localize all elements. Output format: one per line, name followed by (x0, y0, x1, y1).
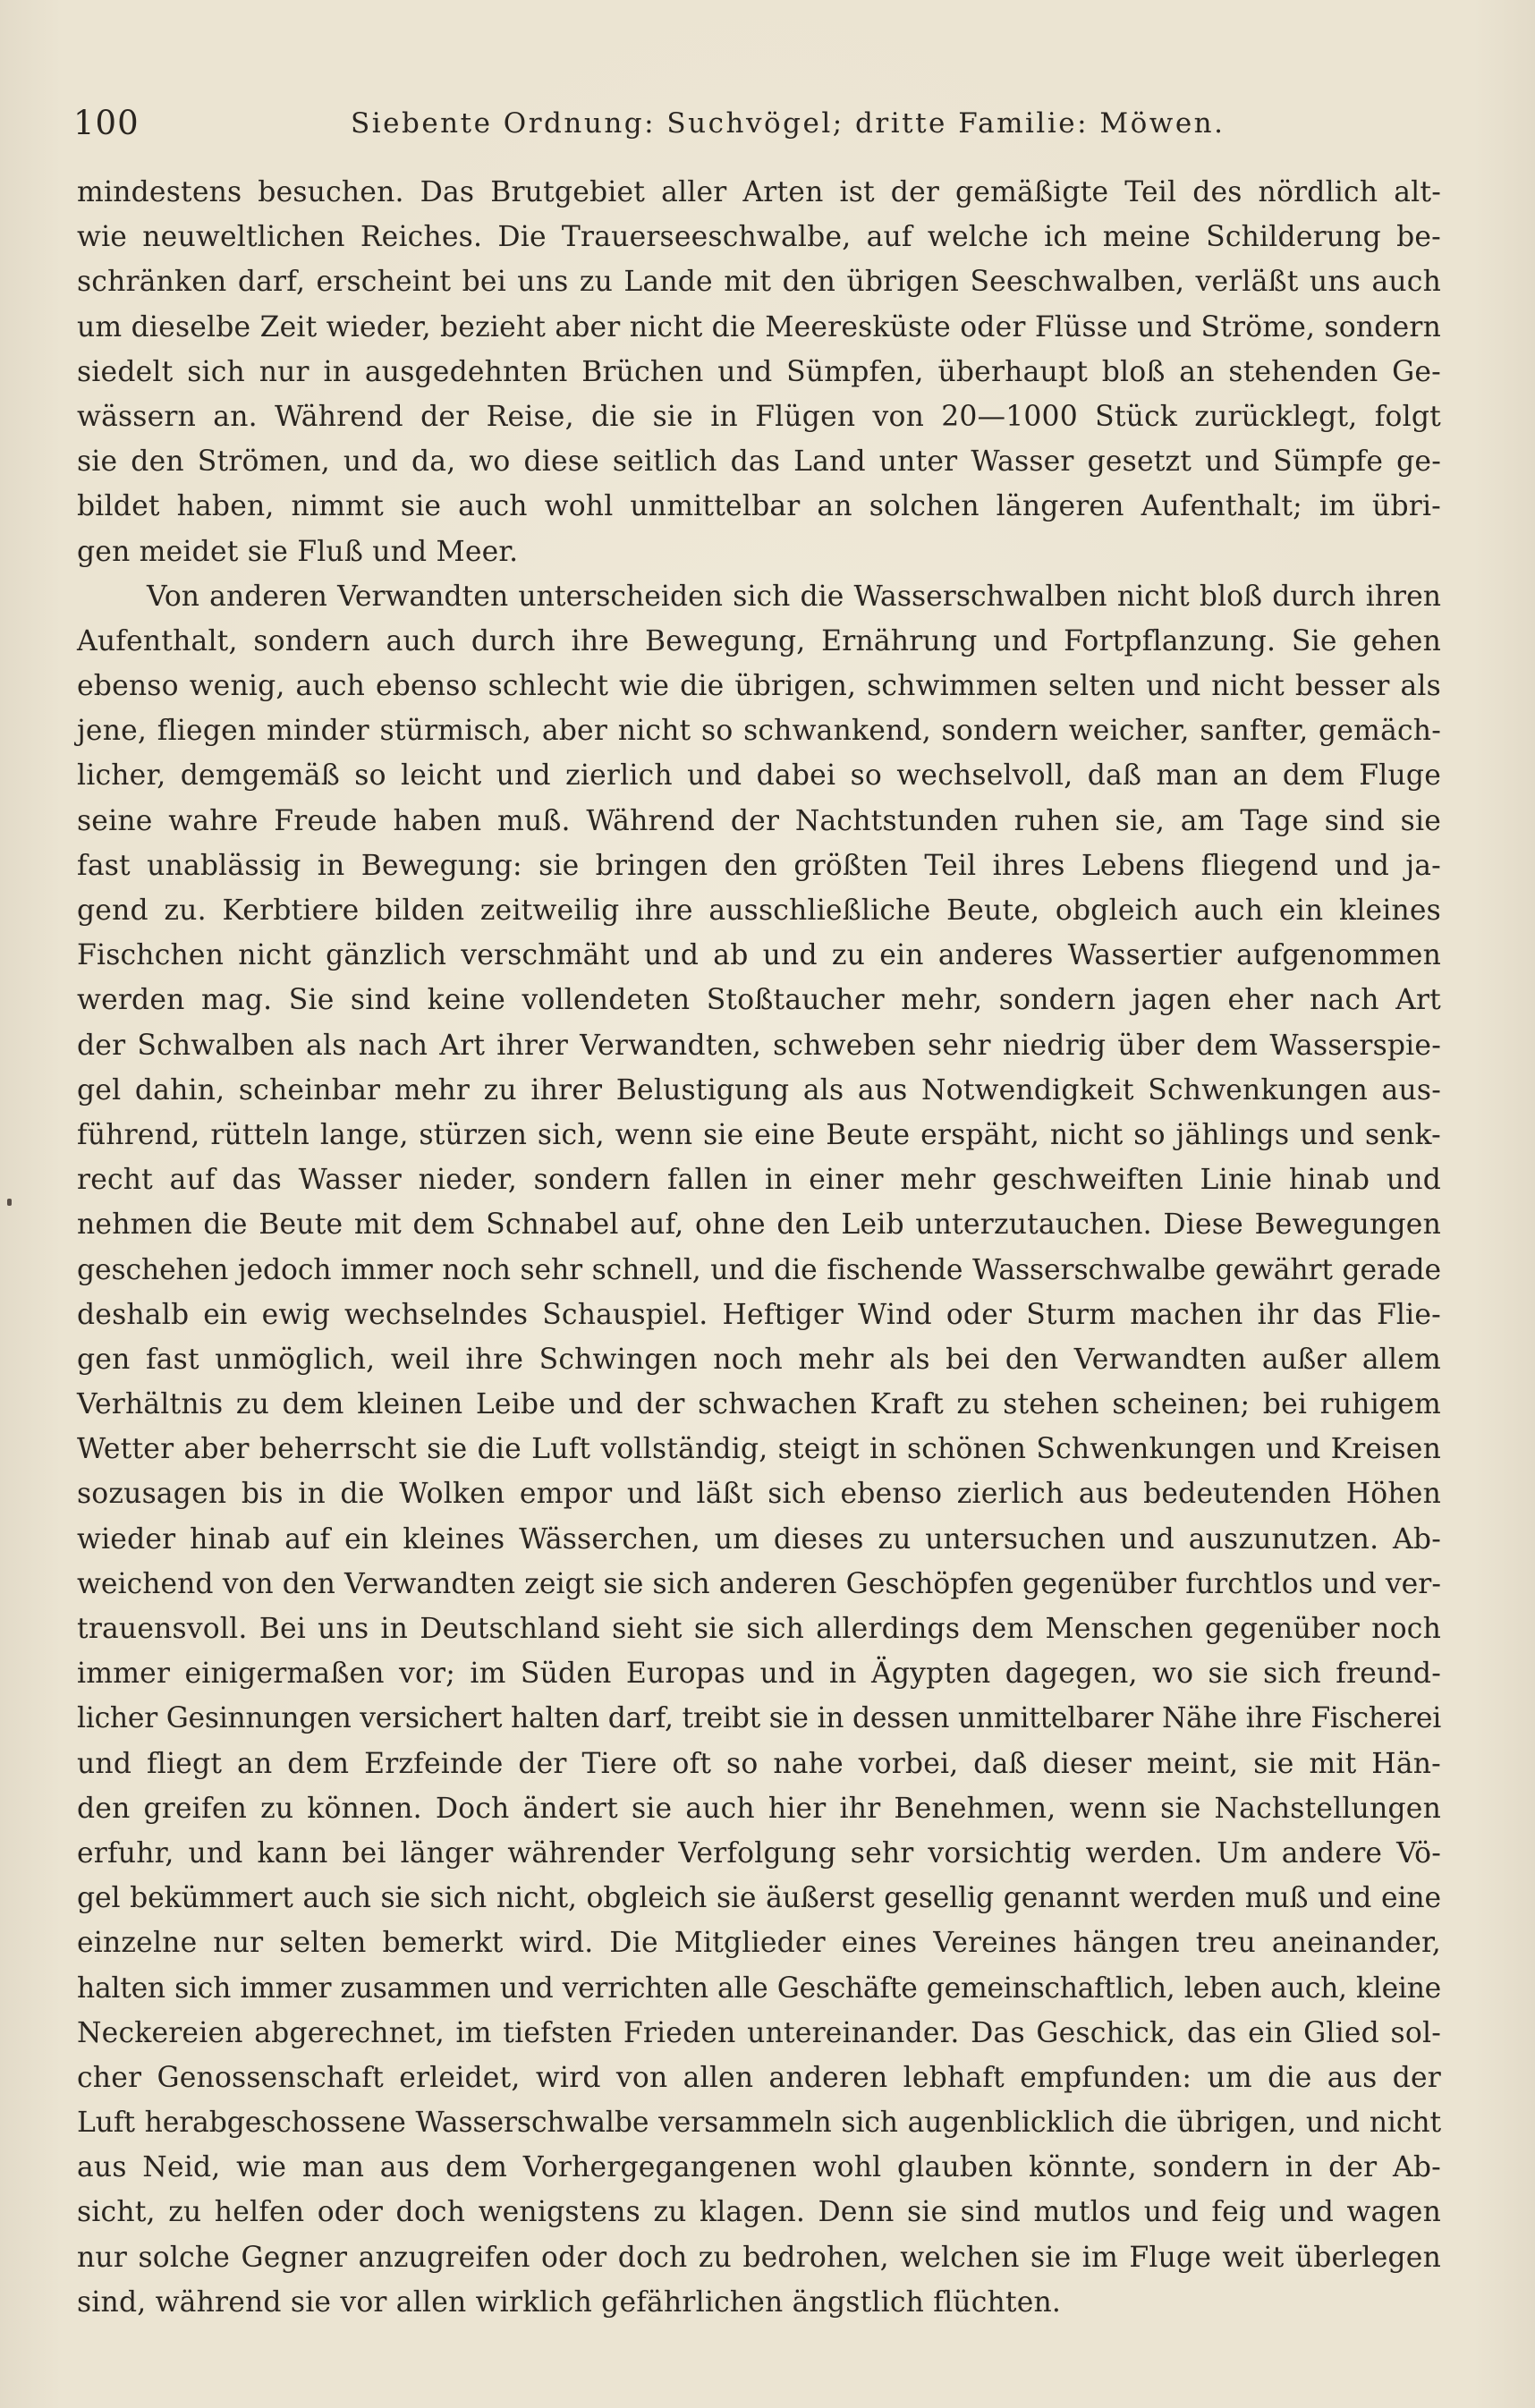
text-line: Luft herabgeschossene Wasserschwalbe versammeln sich augenblicklich die übrigen, und nicht (77, 2107, 1441, 2140)
text-line: den greifen zu können. Doch ändert sie auch hier ihr Benehmen, wenn sie Nachstellungen (77, 1792, 1441, 1825)
text-line: werden mag. Sie sind keine vollendeten Stoßtaucher mehr, sondern jagen eher nach Art (77, 984, 1441, 1017)
text-line: licher, demgemäß so leicht und zierlich und dabei so wechselvoll, daß man an dem Fluge (77, 759, 1441, 793)
text-line: halten sich immer zusammen und verrichten alle Geschäfte gemeinschaftlich, leben auch, kleine (77, 1971, 1441, 2005)
text-line: siedelt sich nur in ausgedehnten Brüchen und Sümpfen, überhaupt bloß an stehenden Ge- (77, 355, 1441, 388)
text-line: ebenso wenig, auch ebenso schlecht wie die übrigen, schwimmen selten und nicht besser als (77, 670, 1441, 703)
text-line: sozusagen bis in die Wolken empor und läßt sich ebenso zierlich aus bedeutenden Höhen (77, 1478, 1441, 1511)
text-line: mindestens besuchen. Das Brutgebiet aller Arten ist der gemäßigte Teil des nördlich alt- (77, 176, 1441, 208)
page-number: 100 (73, 104, 140, 142)
text-line: wieder hinab auf ein kleines Wässerchen, um dieses zu untersuchen und auszunutzen. Ab- (77, 1522, 1441, 1556)
text-line: Aufenthalt, sondern auch durch ihre Bewegung, Ernährung und Fortpflanzung. Sie gehen (77, 624, 1441, 657)
text-line: nehmen die Beute mit dem Schnabel auf, ohne den Leib unterzutauchen. Diese Bewegungen (77, 1208, 1441, 1242)
text-line: der Schwalben als nach Art ihrer Verwandten, schweben sehr niedrig über dem Wasserspie- (77, 1029, 1441, 1062)
text-line: gend zu. Kerbtiere bilden zeitweilig ihre ausschließliche Beute, obgleich auch ein kleines (77, 895, 1441, 927)
running-head: Siebente Ordnung: Suchvögel; dritte Familie: Möwen. (351, 107, 1225, 140)
text-line: einzelne nur selten bemerkt wird. Die Mitglieder eines Vereines hängen treu aneinander, (77, 1927, 1441, 1960)
text-line: Fischchen nicht gänzlich verschmäht und ab und zu ein anderes Wassertier aufgenommen (77, 939, 1441, 972)
text-line: erfuhr, und kann bei länger währender Verfolgung sehr vorsichtig werden. Um andere Vö- (77, 1836, 1441, 1870)
text-line: sie den Strömen, und da, wo diese seitlich das Land unter Wasser gesetzt und Sümpfe ge- (77, 445, 1441, 479)
text-line: gel bekümmert auch sie sich nicht, obgleich sie äußerst gesellig genannt werden muß und eine (77, 1882, 1441, 1915)
text-line: wie neuweltlichen Reiches. Die Trauerseeschwalbe, auf welche ich meine Schilderung be- (77, 221, 1441, 254)
text-line: führend, rütteln lange, stürzen sich, wenn sie eine Beute erspäht, nicht so jählings und senk- (77, 1118, 1441, 1151)
text-line: Verhältnis zu dem kleinen Leibe und der schwachen Kraft zu stehen scheinen; bei ruhigem (77, 1388, 1441, 1421)
text-line: sind, während sie vor allen wirklich gefährlichen ängstlich flüchten. (77, 2285, 1062, 2319)
text-line: gel dahin, scheinbar mehr zu ihrer Belustigung als aus Notwendigkeit Schwenkungen aus- (77, 1073, 1441, 1106)
text-line: fast unablässig in Bewegung: sie bringen den größten Teil ihres Lebens fliegend und ja- (77, 849, 1441, 882)
text-line: Neckereien abgerechnet, im tiefsten Frieden untereinander. Das Geschick, das ein Glied sol- (77, 2016, 1441, 2049)
text-line: nur solche Gegner anzugreifen oder doch zu bedrohen, welchen sie im Fluge weit überlegen (77, 2241, 1441, 2274)
text-line: schränken darf, erscheint bei uns zu Lande mit den übrigen Seeschwalben, verläßt uns auch (77, 266, 1441, 299)
body-text (77, 170, 1441, 2325)
text-line: weichend von den Verwandten zeigt sie sich anderen Geschöpfen gegenüber furchtlos und ver- (77, 1567, 1441, 1600)
text-line: Wetter aber beherrscht sie die Luft vollständig, steigt in schönen Schwenkungen und Kreisen (77, 1433, 1441, 1466)
text-line: gen fast unmöglich, weil ihre Schwingen noch mehr als bei den Verwandten außer allem (77, 1343, 1441, 1376)
paragraph-first-line: Von anderen Verwandten unterscheiden sich die Wasserschwalben nicht bloß durch ihren (147, 580, 1441, 613)
text-line: seine wahre Freude haben muß. Während der Nachtstunden ruhen sie, am Tage sind sie (77, 804, 1441, 837)
text-line: recht auf das Wasser nieder, sondern fallen in einer mehr geschweiften Linie hinab und (77, 1164, 1441, 1197)
text-line: wässern an. Während der Reise, die sie in Flügen von 20—1000 Stück zurücklegt, folgt (77, 400, 1441, 433)
text-line: um dieselbe Zeit wieder, bezieht aber nicht die Meeresküste oder Flüsse und Ströme, sondern (77, 310, 1441, 343)
text-line: geschehen jedoch immer noch sehr schnell, und die fischende Wasserschwalbe gewährt gerade (77, 1253, 1441, 1286)
text-line: gen meidet sie Fluß und Meer. (77, 535, 519, 568)
text-line: jene, fliegen minder stürmisch, aber nicht so schwankend, sondern weicher, sanfter, gemäch- (77, 715, 1441, 748)
text-line: cher Genossenschaft erleidet, wird von allen anderen lebhaft empfunden: um die aus der (77, 2061, 1441, 2094)
text-line: deshalb ein ewig wechselndes Schauspiel. Heftiger Wind oder Sturm machen ihr das Flie- (77, 1298, 1441, 1331)
text-line: bildet haben, nimmt sie auch wohl unmittelbar an solchen längeren Aufenthalt; im übri- (77, 490, 1441, 523)
text-line: und fliegt an dem Erzfeinde der Tiere oft so nahe vorbei, daß dieser meint, sie mit Hän- (77, 1747, 1441, 1780)
margin-speck (7, 1199, 12, 1206)
text-line: sicht, zu helfen oder doch wenigstens zu klagen. Denn sie sind mutlos und feig und wagen (77, 2196, 1441, 2229)
text-line: aus Neid, wie man aus dem Vorhergegangenen wohl glauben könnte, sondern in der Ab- (77, 2151, 1441, 2184)
text-line: licher Gesinnungen versichert halten darf, treibt sie in dessen unmittelbarer Nähe ihre Fischerei (77, 1702, 1441, 1735)
text-line: trauensvoll. Bei uns in Deutschland sieht sie sich allerdings dem Menschen gegenüber noch (77, 1613, 1441, 1645)
page-header (73, 97, 1442, 150)
text-line: immer einigermaßen vor; im Süden Europas und in Ägypten dagegen, wo sie sich freund- (77, 1658, 1441, 1691)
